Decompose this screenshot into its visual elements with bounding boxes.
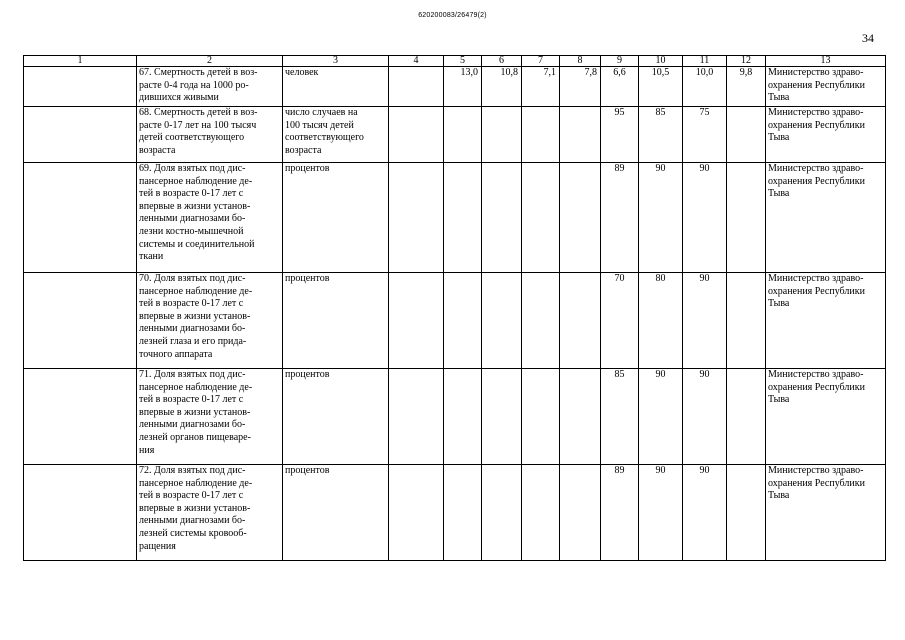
column-header-11: 11 (683, 56, 727, 67)
cell-col-5 (444, 163, 482, 273)
cell-col-5 (444, 369, 482, 465)
cell-col-4 (389, 163, 444, 273)
cell-col-8 (560, 465, 601, 561)
cell-col-4 (389, 465, 444, 561)
cell-col-4 (389, 67, 444, 107)
cell-col-12 (727, 273, 766, 369)
cell-col-10: 80 (639, 273, 683, 369)
document-id: 620200083/26479(2) (418, 12, 487, 19)
cell-col-13: Министерство здраво- охранения Республики Тыва (766, 273, 886, 369)
cell-col-7: 7,1 (522, 67, 560, 107)
cell-col-10: 90 (639, 369, 683, 465)
cell-col-6 (482, 107, 522, 163)
table-row (24, 369, 886, 465)
cell-col-4 (389, 273, 444, 369)
cell-col-10: 90 (639, 163, 683, 273)
table-row (24, 67, 886, 107)
column-header-5: 5 (444, 56, 482, 67)
column-header-3: 3 (283, 56, 389, 67)
cell-col-9: 70 (601, 273, 639, 369)
column-header-7: 7 (522, 56, 560, 67)
cell-col-12: 9,8 (727, 67, 766, 107)
cell-col-8 (560, 273, 601, 369)
cell-col-12 (727, 163, 766, 273)
table-row (24, 107, 886, 163)
indicators-table (23, 55, 886, 561)
column-header-8: 8 (560, 56, 601, 67)
cell-col-13: Министерство здраво- охранения Республики Тыва (766, 465, 886, 561)
cell-col-6 (482, 465, 522, 561)
cell-col-13: Министерство здраво- охранения Республики Тыва (766, 67, 886, 107)
cell-col-2: 67. Смертность детей в воз- расте 0-4 года на 1000 ро- дившихся живыми (137, 67, 283, 107)
cell-col-1 (24, 107, 137, 163)
cell-col-5 (444, 107, 482, 163)
cell-col-3: процентов (283, 369, 389, 465)
cell-col-8 (560, 163, 601, 273)
cell-col-12 (727, 107, 766, 163)
column-header-12: 12 (727, 56, 766, 67)
cell-col-9: 95 (601, 107, 639, 163)
table-row (24, 163, 886, 273)
cell-col-2: 72. Доля взятых под дис- пансерное наблюдение де- тей в возрасте 0-17 лет с впервые в жизни установ- ленными диагнозами бо- лезней системы кровооб- ращения (137, 465, 283, 561)
cell-col-3: процентов (283, 465, 389, 561)
cell-col-5 (444, 465, 482, 561)
cell-col-5: 13,0 (444, 67, 482, 107)
cell-col-6: 10,8 (482, 67, 522, 107)
cell-col-3: число случаев на 100 тысяч детей соответствующего возраста (283, 107, 389, 163)
cell-col-3: человек (283, 67, 389, 107)
cell-col-3: процентов (283, 273, 389, 369)
cell-col-2: 71. Доля взятых под дис- пансерное наблюдение де- тей в возрасте 0-17 лет с впервые в жизни установ- ленными диагнозами бо- лезней органов пищеваре- ния (137, 369, 283, 465)
cell-col-9: 6,6 (601, 67, 639, 107)
cell-col-6 (482, 369, 522, 465)
cell-col-3: процентов (283, 163, 389, 273)
cell-col-11: 10,0 (683, 67, 727, 107)
table-row (24, 273, 886, 369)
cell-col-1 (24, 369, 137, 465)
cell-col-12 (727, 369, 766, 465)
cell-col-9: 89 (601, 465, 639, 561)
cell-col-7 (522, 273, 560, 369)
cell-col-4 (389, 369, 444, 465)
column-header-4: 4 (389, 56, 444, 67)
cell-col-2: 68. Смертность детей в воз- расте 0-17 лет на 100 тысяч детей соответствующего возраста (137, 107, 283, 163)
cell-col-6 (482, 273, 522, 369)
cell-col-8 (560, 369, 601, 465)
cell-col-11: 90 (683, 465, 727, 561)
cell-col-11: 75 (683, 107, 727, 163)
cell-col-2: 70. Доля взятых под дис- пансерное наблюдение де- тей в возрасте 0-17 лет с впервые в жизни установ- ленными диагнозами бо- лезней глаза и его прида- точного аппарата (137, 273, 283, 369)
cell-col-7 (522, 369, 560, 465)
cell-col-7 (522, 465, 560, 561)
cell-col-9: 85 (601, 369, 639, 465)
cell-col-11: 90 (683, 273, 727, 369)
cell-col-1 (24, 67, 137, 107)
cell-col-2: 69. Доля взятых под дис- пансерное наблюдение де- тей в возрасте 0-17 лет с впервые в жизни установ- ленными диагнозами бо- лезни костно-мышечной системы и соединительной ткани (137, 163, 283, 273)
table-body (24, 56, 886, 561)
column-header-6: 6 (482, 56, 522, 67)
table-row (24, 465, 886, 561)
cell-col-8 (560, 107, 601, 163)
cell-col-7 (522, 163, 560, 273)
column-header-10: 10 (639, 56, 683, 67)
cell-col-11: 90 (683, 163, 727, 273)
column-header-9: 9 (601, 56, 639, 67)
cell-col-13: Министерство здраво- охранения Республики Тыва (766, 369, 886, 465)
page-number: 34 (862, 31, 874, 45)
column-header-1: 1 (24, 56, 137, 67)
cell-col-10: 85 (639, 107, 683, 163)
cell-col-8: 7,8 (560, 67, 601, 107)
column-number-row (24, 56, 886, 67)
cell-col-13: Министерство здраво- охранения Республики Тыва (766, 107, 886, 163)
cell-col-1 (24, 273, 137, 369)
cell-col-7 (522, 107, 560, 163)
cell-col-12 (727, 465, 766, 561)
cell-col-10: 10,5 (639, 67, 683, 107)
cell-col-1 (24, 163, 137, 273)
cell-col-6 (482, 163, 522, 273)
cell-col-13: Министерство здраво- охранения Республики Тыва (766, 163, 886, 273)
cell-col-10: 90 (639, 465, 683, 561)
column-header-2: 2 (137, 56, 283, 67)
column-header-13: 13 (766, 56, 886, 67)
cell-col-9: 89 (601, 163, 639, 273)
cell-col-1 (24, 465, 137, 561)
cell-col-11: 90 (683, 369, 727, 465)
cell-col-5 (444, 273, 482, 369)
cell-col-4 (389, 107, 444, 163)
